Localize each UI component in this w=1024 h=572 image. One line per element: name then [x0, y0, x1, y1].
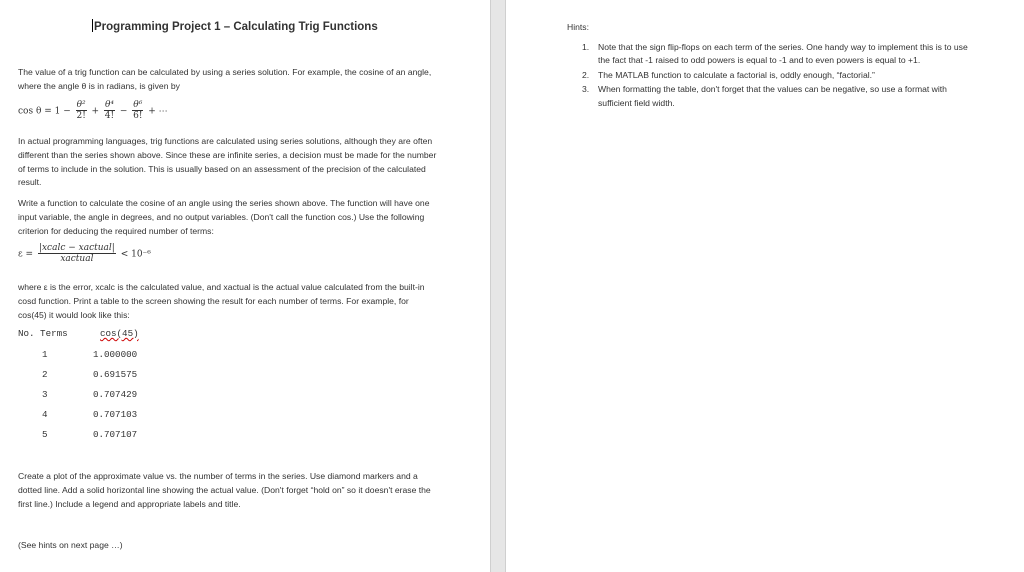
term-3: $\frac{\text{θ⁶}}{6!}$: [133, 100, 143, 121]
table-row-value: 0.707103: [93, 409, 138, 420]
error-criterion-equation: [18, 243, 151, 265]
term-2: $\frac{\text{θ⁴}}{4!}$: [104, 100, 115, 121]
table-row-value: 1.000000: [93, 349, 138, 360]
error-fraction: $\frac{\text{|xcalc − xactual|}}{\text{xactual}}$: [38, 243, 115, 264]
term-1: $\frac{\text{θ²}}{2!}$: [76, 100, 86, 121]
hint-item: 2. The MATLAB function to calculate a factorial is, oddly enough, “factorial.”: [582, 69, 875, 80]
table-header-terms: No. Terms: [18, 328, 68, 339]
cosine-series-equation: cos θ = 1 − $\frac{\text{θ²}}{2!}$ + $\frac{\text{θ⁴}}{4!}$ − $\frac{\text{θ⁶}}{6!}$ + ⋯: [18, 100, 168, 121]
plot-instructions-paragraph: Create a plot of the approximate value vs. the number of terms in the series. Use diamond markers and a dotted line. Add a solid horizontal line showing the actual value. (Don't forget “hold on” so it doesn't erase the first line.) Include a legend and appropriate labels and title.: [18, 471, 431, 509]
series-explanation-paragraph: In actual programming languages, trig functions are calculated using series solutions, although they are often different than the series shown above. Since these are infinite series, a decision must be made for the number of terms to include in the solution. This is usually based on an assessment of the precision of the calculated result.: [18, 136, 437, 188]
hint-item: 3. When formatting the table, don't forget that the values can be negative, so use a format with sufficient field width.: [582, 84, 947, 108]
left-page: [0, 0, 490, 572]
table-row-terms: 4: [42, 409, 48, 420]
table-row-value: 0.707429: [93, 389, 138, 400]
hint-item: 1. Note that the sign flip-flops on each term of the series. One handy way to implement this is to use the fact that -1 raised to odd powers is equal to -1 and to even powers is equal to +1.: [582, 42, 968, 66]
hints-heading: Hints:: [567, 22, 589, 32]
table-intro-paragraph: where ε is the error, xcalc is the calculated value, and xactual is the actual value calculated from the built-in cosd function. Print a table to the screen showing the result for each number of terms. For example, for cos(45) it would look like this:: [18, 282, 425, 320]
page-gutter: [490, 0, 506, 572]
table-row-value: 0.707107: [93, 429, 138, 440]
document-title: [92, 19, 378, 33]
table-row-terms: 2: [42, 369, 48, 380]
intro-paragraph: The value of a trig function can be calculated by using a series solution. For example, the cosine of an angle, where the angle θ is in radians, is given by: [18, 67, 432, 91]
table-row-terms: 5: [42, 429, 48, 440]
text-cursor: [92, 19, 93, 32]
footer-note: (See hints on next page …): [18, 540, 123, 550]
table-header-cos: cos(45): [100, 328, 139, 339]
table-row-value: 0.691575: [93, 369, 138, 380]
equation-lhs: cos θ = 1 −: [18, 106, 71, 117]
error-rhs: < 10⁻⁶: [120, 249, 151, 260]
hints-list: [582, 41, 982, 111]
table-row-terms: 3: [42, 389, 48, 400]
task-paragraph: Write a function to calculate the cosine of an angle using the series shown above. The function will have one input variable, the angle in degrees, and no output variables. (Don't call the function cos.) Use the following criterion for deducing the required number of terms:: [18, 198, 430, 236]
title-text: Programming Project 1 – Calculating Trig Functions: [94, 21, 378, 33]
table-row-terms: 1: [42, 349, 48, 360]
error-lhs: ε =: [18, 249, 34, 260]
